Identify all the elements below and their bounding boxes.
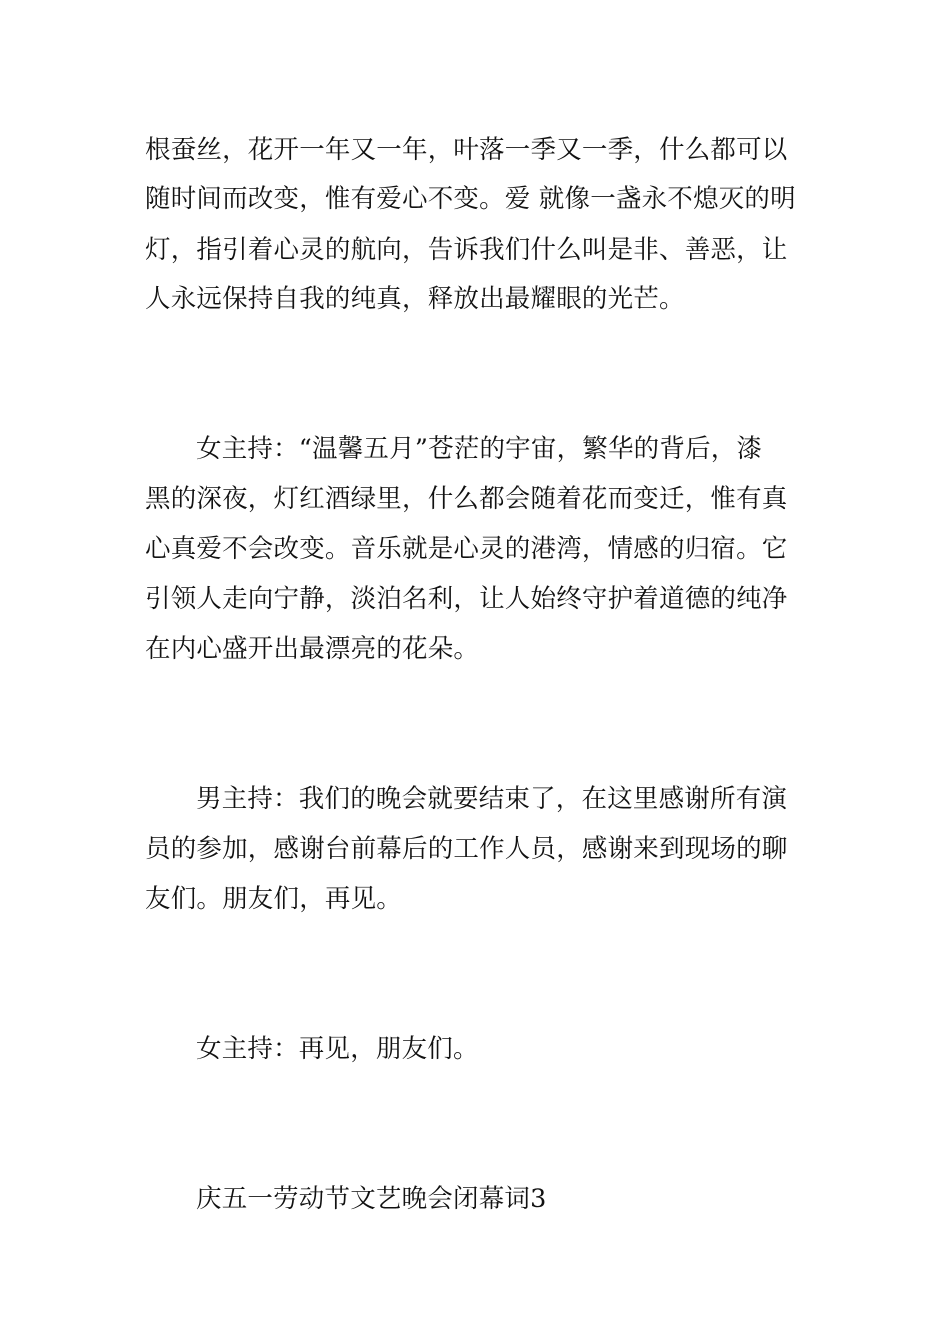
- text-line: 根蚕丝，花开一年又一年，叶落一季又一季，什么都可以: [145, 135, 788, 165]
- text-line: 女主持：“温馨五月”苍茫的宇宙，繁华的背后，漆: [196, 434, 763, 464]
- text-line: 随时间而改变，惟有爱心不变。爱 就像一盏永不熄灭的明: [145, 184, 796, 214]
- text-line: 黑的深夜，灯红酒绿里，什么都会随着花而变迁，惟有真: [145, 484, 788, 514]
- text-line: 员的参加，感谢台前幕后的工作人员，感谢来到现场的聊: [145, 834, 788, 864]
- text-line: 心真爱不会改变。音乐就是心灵的港湾，情感的归宿。它: [145, 534, 788, 564]
- text-line: 在内心盛开出最漂亮的花朵。: [145, 634, 480, 664]
- text-line: 灯，指引着心灵的航向，告诉我们什么叫是非、善恶，让: [145, 235, 788, 265]
- text-line: 引领人走向宁静，淡泊名利，让人始终守护着道德的纯净: [145, 584, 788, 614]
- text-line: 女主持：再见，朋友们。: [196, 1034, 479, 1064]
- text-line: 男主持：我们的晚会就要结束了，在这里感谢所有演: [196, 784, 788, 814]
- heading-line: 庆五一劳动节文艺晚会闭幕词3: [196, 1184, 547, 1214]
- text-line: 人永远保持自我的纯真，释放出最耀眼的光芒。: [145, 284, 685, 314]
- text-line: 友们。朋友们，再见。: [145, 884, 403, 914]
